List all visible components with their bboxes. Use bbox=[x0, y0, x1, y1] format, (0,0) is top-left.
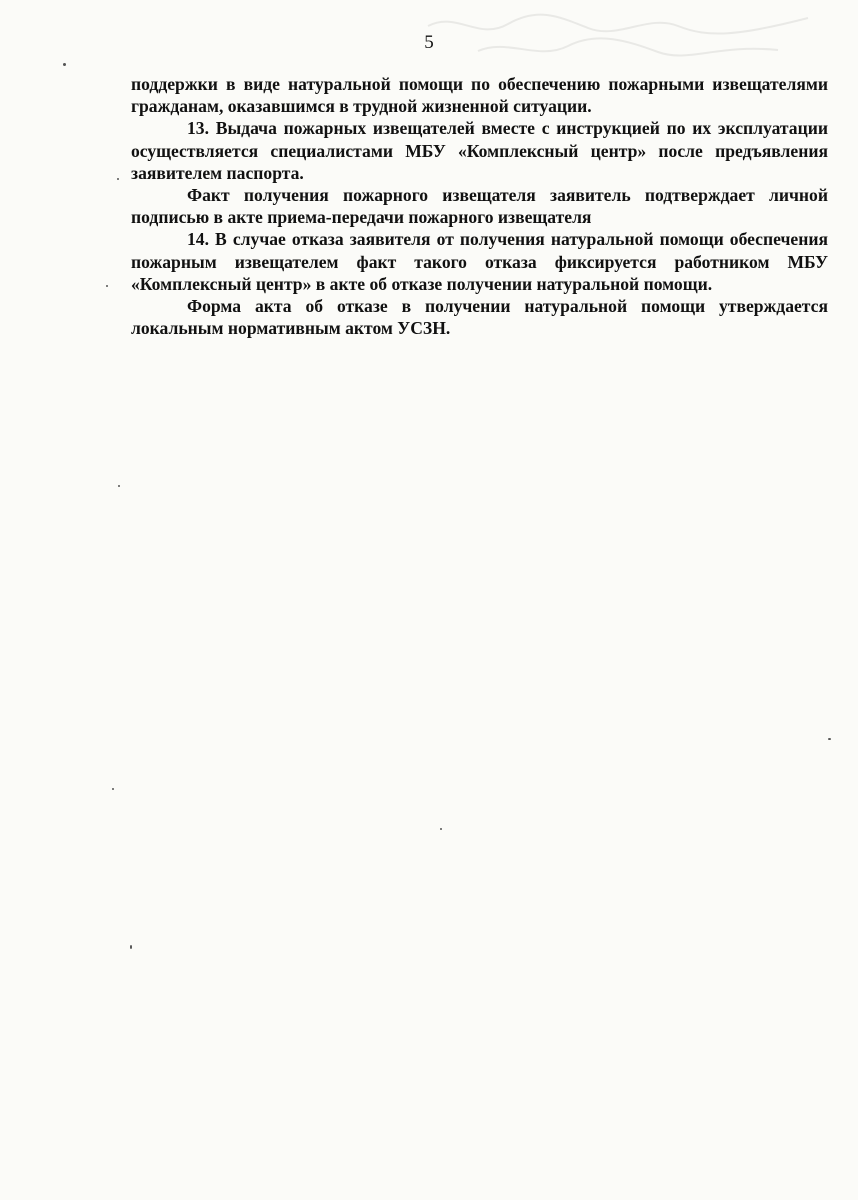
scan-speck bbox=[117, 178, 119, 180]
page-number: 5 bbox=[424, 32, 434, 53]
scan-speck bbox=[112, 788, 114, 790]
scan-speck bbox=[440, 828, 442, 830]
paragraph-refusal-form: Форма акта об отказе в получении натуральной помощи утверждается локальным нормативным актом УСЗН. bbox=[131, 296, 828, 339]
scan-speck bbox=[106, 285, 108, 287]
document-body bbox=[131, 73, 828, 339]
scan-speck bbox=[130, 945, 132, 949]
paragraph-signature-fact: Факт получения пожарного извещателя заявитель подтверждает личной подписью в акте приема-передачи пожарного извещателя bbox=[131, 185, 828, 228]
scan-speck bbox=[828, 738, 831, 740]
paragraph-item-13: 13. Выдача пожарных извещателей вместе с инструкцией по их эксплуатации осуществляется специалистами МБУ «Комплексный центр» после предъявления заявителем паспорта. bbox=[131, 118, 828, 183]
paragraph-continuation: поддержки в виде натуральной помощи по обеспечению пожарными извещателями гражданам, оказавшимся в трудной жизненной ситуации. bbox=[131, 74, 828, 117]
scan-speck bbox=[118, 485, 120, 487]
scan-speck bbox=[63, 63, 66, 66]
paragraph-item-14: 14. В случае отказа заявителя от получения натуральной помощи обеспечения пожарным извещателем факт такого отказа фиксируется работником МБУ «Комплексный центр» в акте об отказе получении натуральной помощи. bbox=[131, 229, 828, 294]
